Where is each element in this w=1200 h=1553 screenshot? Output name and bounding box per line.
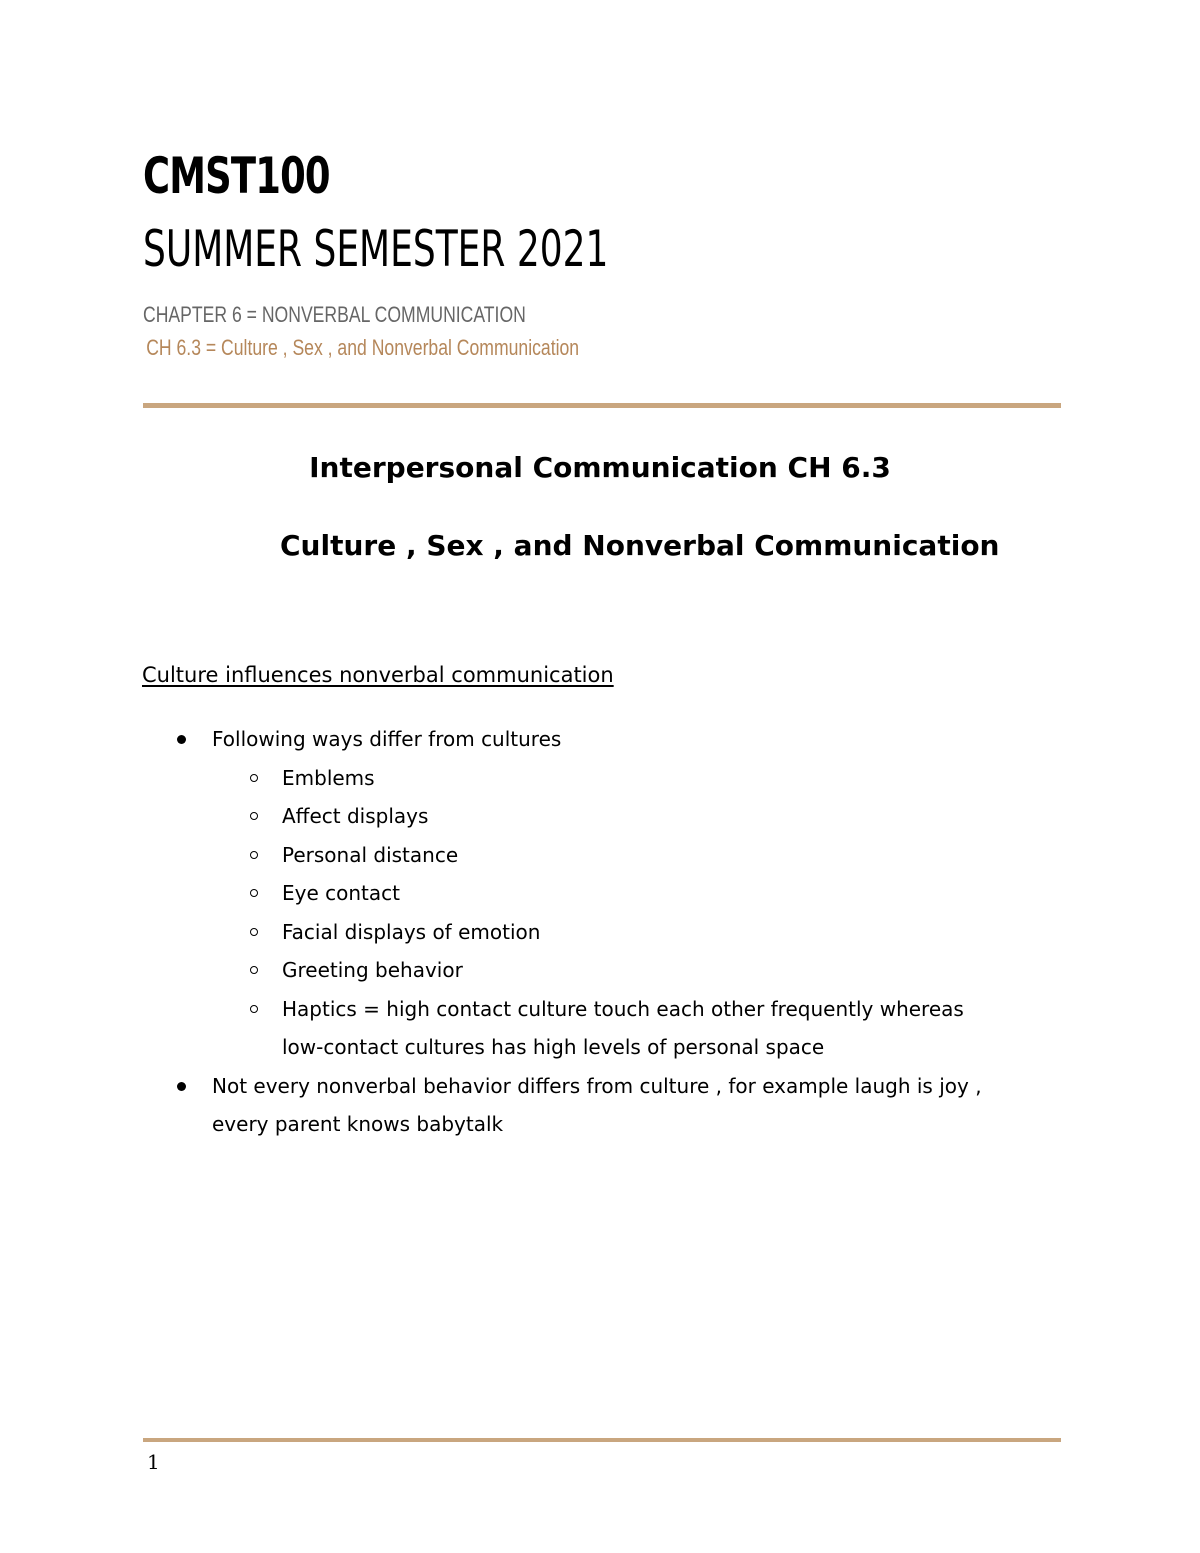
bullet-icon [177, 735, 186, 744]
list-item-text: Not every nonverbal behavior differs from culture , for example laugh is joy , every parent knows babytalk [212, 1073, 982, 1136]
title-block [143, 140, 1063, 363]
course-code: CMST100 [143, 147, 330, 205]
bullet-list [142, 720, 1062, 1144]
sub-list-item-text: Greeting behavior [282, 958, 463, 982]
sub-list-item-text: Personal distance [282, 842, 459, 867]
chapter-line: CHAPTER 6 = NONVERBAL COMMUNICATION [143, 302, 526, 327]
page-number: 1 [147, 1450, 160, 1474]
sub-list-item [212, 759, 1062, 798]
main-heading: Interpersonal Communication CH 6.3 [309, 451, 891, 484]
section-line: CH 6.3 = Culture , Sex , and Nonverbal Communication [146, 335, 580, 360]
list-item-text: Following ways differ from cultures [212, 727, 562, 751]
circle-bullet-icon [250, 889, 258, 897]
circle-bullet-icon [250, 1005, 258, 1013]
sub-list-item-text: Facial displays of emotion [282, 919, 541, 944]
sub-list-item-text: Emblems [282, 765, 375, 790]
sub-list-item [212, 836, 1062, 875]
sub-list-item-text: Eye contact [282, 881, 400, 905]
circle-bullet-icon [250, 774, 258, 782]
circle-bullet-icon [250, 966, 258, 974]
sub-list-item [212, 913, 1062, 952]
bottom-divider [143, 1438, 1061, 1442]
list-item [142, 720, 1062, 1067]
sub-list-item [212, 990, 1062, 1067]
sub-list-item [212, 797, 1062, 836]
circle-bullet-icon [250, 928, 258, 936]
circle-bullet-icon [250, 812, 258, 820]
sub-list-item [212, 874, 1062, 913]
sub-list-item-text: Affect displays [282, 804, 429, 828]
bullet-icon [177, 1082, 186, 1091]
section-heading: Culture influences nonverbal communication [142, 663, 614, 687]
sub-list-item [212, 951, 1062, 990]
top-divider [143, 403, 1061, 408]
sub-list-item-text: Haptics = high contact culture touch each other frequently whereas low-contact cultures has high levels of personal space [282, 996, 964, 1059]
sub-heading: Culture , Sex , and Nonverbal Communication [280, 529, 1000, 562]
sub-list [212, 759, 1062, 1067]
list-item [142, 1067, 1062, 1144]
circle-bullet-icon [250, 851, 258, 859]
semester-title: SUMMER SEMESTER 2021 [143, 220, 609, 278]
